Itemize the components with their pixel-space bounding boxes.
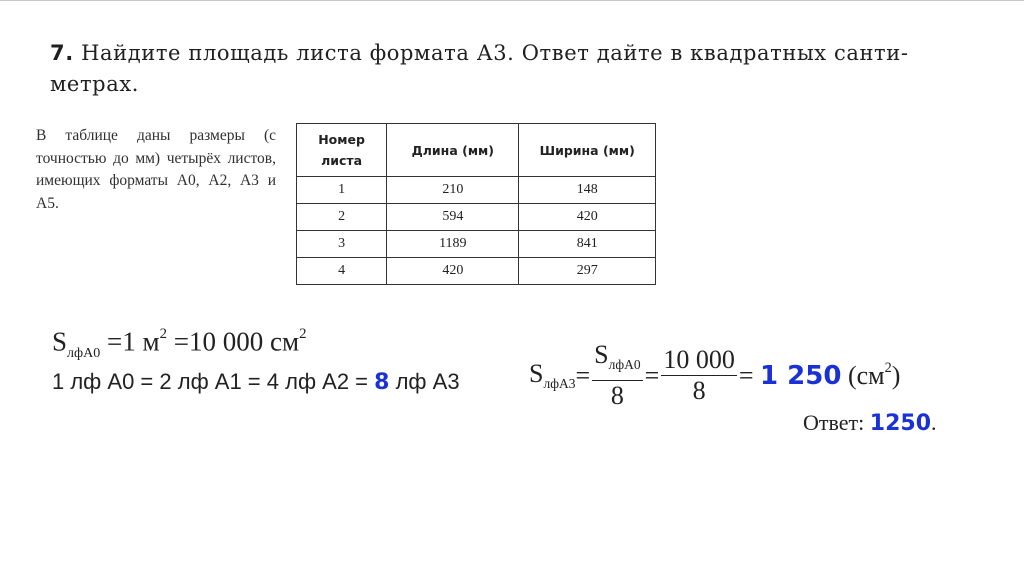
denominator: 8 — [610, 381, 624, 411]
formula-part: =1 м — [107, 326, 160, 357]
denominator: 8 — [692, 376, 706, 406]
cell-width: 841 — [519, 231, 656, 258]
subscript: лфА0 — [67, 344, 101, 361]
result-value: 1 250 — [760, 360, 842, 391]
table-row — [297, 177, 656, 204]
table-description: В таблице даны размеры (с точностью до мм) четырёх листов, имеющих форматы А0, А2, А3 и А5. — [36, 127, 276, 212]
formula-area-a3 — [529, 340, 900, 411]
exponent: 2 — [159, 326, 168, 342]
cell-number: 2 — [297, 204, 387, 231]
symbol-s: S — [594, 340, 609, 369]
answer-line — [803, 410, 937, 436]
cell-length: 1189 — [387, 231, 519, 258]
task-number: 7. — [50, 41, 74, 65]
fraction-1 — [592, 340, 643, 411]
header-length: Длина (мм) — [387, 124, 519, 177]
task-statement — [50, 38, 980, 100]
formula-part: лф А3 — [395, 369, 460, 394]
cell-width: 297 — [519, 258, 656, 285]
symbol-s: S — [52, 326, 68, 357]
header-width: Ширина (мм) — [519, 124, 656, 177]
answer-value: 1250 — [869, 411, 931, 436]
cell-length: 594 — [387, 204, 519, 231]
numerator — [592, 340, 643, 381]
cell-number: 4 — [297, 258, 387, 285]
formula-part: =10 000 см — [173, 326, 300, 357]
cell-width: 420 — [519, 204, 656, 231]
cell-number: 3 — [297, 231, 387, 258]
highlight-value: 8 — [374, 370, 390, 395]
symbol-s: S — [529, 359, 544, 388]
formula-area-a0 — [52, 326, 307, 362]
equals-sign: = — [575, 360, 591, 390]
formula-part: 1 лф А0 = 2 лф А1 = 4 лф А2 = — [52, 369, 369, 394]
exponent: 2 — [299, 326, 307, 342]
lhs — [529, 359, 576, 392]
task-text-line2: метрах. — [50, 72, 140, 96]
numerator: 10 000 — [663, 345, 735, 375]
answer-label: Ответ: — [803, 410, 865, 435]
table-row — [297, 204, 656, 231]
unit-close: ) — [891, 361, 901, 391]
answer-period: . — [931, 410, 937, 435]
task-text: Найдите площадь листа формата А3. Ответ дайте в квадратных санти- — [81, 41, 909, 65]
cell-width: 148 — [519, 177, 656, 204]
formula-sheet-relation — [52, 369, 460, 395]
cell-length: 420 — [387, 258, 519, 285]
equals-sign: = — [738, 360, 754, 390]
unit-open: (см — [847, 361, 885, 391]
fraction-2 — [661, 345, 737, 406]
unit — [848, 360, 900, 391]
subscript: лфА3 — [543, 376, 576, 392]
table-row — [297, 231, 656, 258]
equals-sign: = — [644, 360, 660, 390]
subscript: лфА0 — [608, 357, 641, 373]
table-header-row — [297, 124, 656, 177]
cell-length: 210 — [387, 177, 519, 204]
top-divider — [0, 0, 1024, 1]
cell-number: 1 — [297, 177, 387, 204]
table-row — [297, 258, 656, 285]
header-sheet-number: Номер листа — [297, 124, 387, 177]
exponent: 2 — [884, 359, 892, 376]
sheet-sizes-table — [296, 123, 656, 285]
